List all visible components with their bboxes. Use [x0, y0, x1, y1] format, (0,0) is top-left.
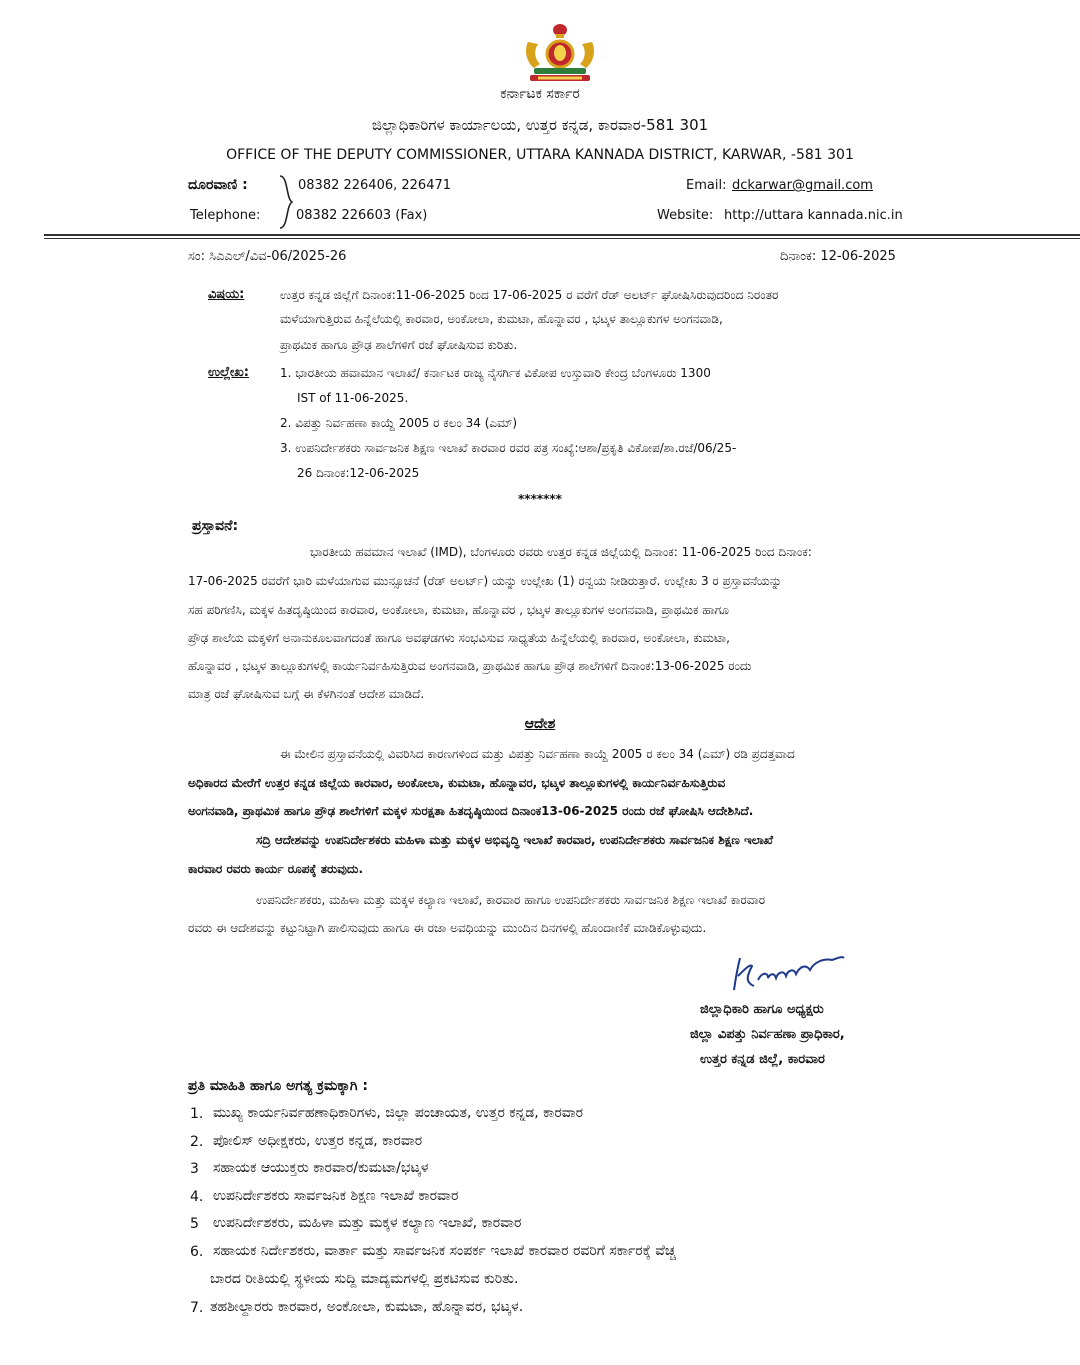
website-label: Website:: [657, 208, 714, 223]
website-link[interactable]: http://uttara kannada.nic.in: [724, 208, 903, 223]
list-item-text: ಪೋಲಿಸ್ ಅಧೀಕ್ಷಕರು, ಉತ್ತರ ಕನ್ನಡ, ಕಾರವಾರ: [213, 1133, 423, 1149]
list-item-text: ಸಹಾಯಕ ನಿರ್ದೇಶಕರು, ವಾರ್ತಾ ಮತ್ತು ಸಾರ್ವಜನಿಕ ಸಂಪರ್ಕ ಇಲಾಖೆ ಕಾರವಾರ ರವರಿಗೆ ಸರ್ಕಾರಕ್ಕೆ ವೆಚ್ಚ: [213, 1243, 676, 1259]
phone-label-kannada: ದೂರವಾಣಿ :: [188, 177, 248, 193]
list-item: [190, 1134, 203, 1150]
subject-line-3: ಪ್ರಾಥಮಿಕ ಹಾಗೂ ಪ್ರೌಢ ಶಾಲೆಗಳಿಗೆ ರಜೆ ಘೋಷಿಸುವ ಕುರಿತು.: [280, 338, 518, 352]
header-divider-thin: [44, 238, 1080, 239]
list-number: 7.: [190, 1300, 204, 1316]
government-title: ಕರ್ನಾಟಕ ಸರ್ಕಾರ: [500, 86, 580, 102]
reference-number: ಸಂ: ಸಿಎಎಲ್/ವಿವ-06/2025-26: [188, 249, 347, 264]
list-item-text: ಮುಖ್ಯ ಕಾರ್ಯನಿರ್ವಹಣಾಧಿಕಾರಿಗಳು, ಜಿಲ್ಲಾ ಪಂಚಾಯತ, ಉತ್ತರ ಕನ್ನಡ, ಕಾರವಾರ: [213, 1105, 584, 1121]
reference-item-1: 1. ಭಾರತೀಯ ಹವಾಮಾನ ಇಲಾಖೆ/ ಕರ್ನಾಟಕ ರಾಜ್ಯ ನೈಸರ್ಗಿಕ ವಿಕೋಪ ಉಸ್ತುವಾರಿ ಕೇಂದ್ರ ಬೆಂಗಳೂರು 1300: [280, 366, 711, 380]
preamble-line-6: ಮಾತ್ರ ರಜೆ ಘೋಷಿಸುವ ಬಗ್ಗೆ ಈ ಕೆಳಗಿನಂತೆ ಆದೇಶ ಮಾಡಿದೆ.: [188, 687, 425, 701]
list-number: 5: [190, 1216, 199, 1232]
subject-line-1: ಉತ್ತರ ಕನ್ನಡ ಜಿಲ್ಲೆಗೆ ದಿನಾಂಕ:11-06-2025 ರಿಂದ 17-06-2025 ರ ವರೆಗೆ ರೆಡ್ ಅಲರ್ಟ್ ಘೋಷಿಸಿರುವುದರಿಂದ ನಿರಂತರ: [280, 288, 779, 302]
fax-number: 08382 226603 (Fax): [296, 208, 428, 223]
list-item: [190, 1300, 203, 1316]
signatory-title-1: ಜಿಲ್ಲಾಧಿಕಾರಿ ಹಾಗೂ ಅಧ್ಯಕ್ಷರು: [700, 1002, 824, 1017]
preamble-line-4: ಪ್ರೌಢ ಶಾಲೆಯ ಮಕ್ಕಳಿಗೆ ಅನಾನುಕೂಲವಾಗದಂತೆ ಹಾಗೂ ಅವಘಡಗಳು ಸಂಭವಿಸುವ ಸಾಧ್ಯತೆಯ ಹಿನ್ನೆಲೆಯಲ್ಲಿ ಕಾರವಾರ, ಅಂಕೋಲಾ, ಕುಮಟಾ,: [188, 631, 730, 645]
order-para3-line-2: ರವರು ಈ ಆದೇಶವನ್ನು ಕಟ್ಟುನಿಟ್ಟಾಗಿ ಪಾಲಿಸುವುದು ಹಾಗೂ ಈ ರಜಾ ಅವಧಿಯನ್ನು ಮುಂದಿನ ದಿನಗಳಲ್ಲಿ ಹೊಂದಾಣಿಕೆ ಮಾಡಿಕೊಳ್ಳುವುದು.: [188, 921, 707, 935]
order-para2-line-1: ಸದ್ರಿ ಆದೇಶವನ್ನು ಉಪನಿರ್ದೇಶಕರು ಮಹಿಳಾ ಮತ್ತು ಮಕ್ಕಳ ಅಭಿವೃದ್ಧಿ ಇಲಾಖೆ ಕಾರವಾರ, ಉಪನಿರ್ದೇಶಕರು ಸಾರ್ವಜನಿಕ ಶಿಕ್ಷಣ ಇಲಾಖೆ: [256, 833, 774, 847]
list-item: [190, 1161, 199, 1177]
brace-icon: [276, 174, 296, 234]
office-title-english: OFFICE OF THE DEPUTY COMMISSIONER, UTTARA KANNADA DISTRICT, KARWAR, -581 301: [226, 147, 854, 163]
karnataka-emblem: [520, 22, 600, 84]
order-para1-line-2: ಅಧಿಕಾರದ ಮೇರೆಗೆ ಉತ್ತರ ಕನ್ನಡ ಜಿಲ್ಲೆಯ ಕಾರವಾರ, ಅಂಕೋಲಾ, ಕುಮಟಾ, ಹೊನ್ನಾವರ, ಭಟ್ಕಳ ತಾಲ್ಲೂಕುಗಳಲ್ಲಿ ಕಾರ್ಯನಿರ್ವಹಿಸುತ್ತಿರುವ: [188, 776, 726, 790]
reference-item-2: 2. ವಿಪತ್ತು ನಿರ್ವಹಣಾ ಕಾಯ್ದೆ 2005 ರ ಕಲಂ 34 (ಎಮ್): [280, 416, 518, 430]
list-item: [190, 1244, 203, 1260]
email-label: Email:: [686, 178, 727, 193]
subject-line-2: ಮಳೆಯಾಗುತ್ತಿರುವ ಹಿನ್ನೆಲೆಯಲ್ಲಿ ಕಾರವಾರ, ಅಂಕೋಲಾ, ಕುಮಟಾ, ಹೊನ್ನಾವರ , ಭಟ್ಕಳ ತಾಲ್ಲೂಕುಗಳ ಅಂಗನವಾಡಿ,: [280, 312, 723, 326]
copy-to-heading: ಪ್ರತಿ ಮಾಹಿತಿ ಹಾಗೂ ಅಗತ್ಯ ಕ್ರಮಕ್ಕಾಗಿ :: [188, 1078, 369, 1094]
preamble-heading: ಪ್ರಸ್ತಾವನೆ:: [192, 518, 239, 534]
header-divider: [44, 234, 1080, 236]
reference-item-3: 3. ಉಪನಿರ್ದೇಶಕರು ಸಾರ್ವಜನಿಕ ಶಿಕ್ಷಣ ಇಲಾಖೆ ಕಾರವಾರ ರವರ ಪತ್ರ ಸಂಖ್ಯೆ:ಆಶಾ/ಪ್ರಕೃತಿ ವಿಕೋಪ/ಶಾ.ರಜೆ/06/25-: [280, 441, 737, 455]
office-title-kannada: ಜಿಲ್ಲಾಧಿಕಾರಿಗಳ ಕಾರ್ಯಾಲಯ, ಉತ್ತರ ಕನ್ನಡ, ಕಾರವಾರ-581 301: [371, 116, 709, 134]
section-separator: *******: [518, 492, 562, 506]
list-item-text: ತಹಶೀಲ್ದಾರರು ಕಾರವಾರ, ಅಂಕೋಲಾ, ಕುಮಟಾ, ಹೊನ್ನಾವರ, ಭಟ್ಕಳ.: [210, 1299, 524, 1315]
handwritten-signature: [728, 946, 848, 1000]
preamble-line-3: ಸಹ ಪರಿಗಣಿಸಿ, ಮಕ್ಕಳ ಹಿತದೃಷ್ಠಿಯಿಂದ ಕಾರವಾರ, ಅಂಕೋಲಾ, ಕುಮಟಾ, ಹೊನ್ನಾವರ , ಭಟ್ಕಳ ತಾಲ್ಲೂಕುಗಳ ಅಂಗನವಾಡಿ, ಪ್ರಾಥಮಿಕ ಹಾಗೂ: [188, 603, 729, 617]
list-number: 4.: [190, 1189, 204, 1205]
reference-item-3-cont: 26 ದಿನಾಂಕ:12-06-2025: [297, 466, 420, 480]
preamble-line-2: 17-06-2025 ರವರೆಗೆ ಭಾರಿ ಮಳೆಯಾಗುವ ಮುನ್ಸೂಚನೆ (ರೆಡ್ ಅಲರ್ಟ್) ಯನ್ನು ಉಲ್ಲೇಖ (1) ರನ್ವಯ ನೀಡಿರುತ್ತಾರೆ. ಉಲ್ಲೇಖ 3 ರ ಪ್ರಸ್ತಾವನೆಯನ್ನು: [188, 574, 782, 588]
order-para1-line-1: ಈ ಮೇಲಿನ ಪ್ರಸ್ತಾವನೆಯಲ್ಲಿ ವಿವರಿಸಿದ ಕಾರಣಗಳಿಂದ ಮತ್ತು ವಿಪತ್ತು ನಿರ್ವಹಣಾ ಕಾಯ್ದೆ 2005 ರ ಕಲಂ 34 (ಎಮ್) ರಡಿ ಪ್ರದತ್ತವಾದ: [280, 747, 795, 761]
order-para2-line-2: ಕಾರವಾರ ರವರು ಕಾರ್ಯ ರೂಪಕ್ಕೆ ತರುವುದು.: [188, 862, 364, 876]
list-number: 1.: [190, 1106, 204, 1122]
list-item: [190, 1106, 203, 1122]
email-link[interactable]: dckarwar@gmail.com: [732, 178, 873, 193]
list-number: 3: [190, 1161, 199, 1177]
list-item-text: ಸಹಾಯಕ ಆಯುಕ್ತರು ಕಾರವಾರ/ಕುಮಟಾ/ಭಟ್ಕಳ: [213, 1160, 429, 1176]
list-number: 2.: [190, 1134, 204, 1150]
list-item-text: ಉಪನಿರ್ದೇಶಕರು, ಮಹಿಳಾ ಮತ್ತು ಮಕ್ಕಳ ಕಲ್ಯಾಣ ಇಲಾಖೆ, ಕಾರವಾರ: [213, 1215, 522, 1231]
order-heading: ಆದೇಶ: [524, 716, 556, 732]
reference-item-1-cont: IST of 11-06-2025.: [297, 391, 409, 405]
list-item: [190, 1189, 203, 1205]
order-para1-line-3: ಅಂಗನವಾಡಿ, ಪ್ರಾಥಮಿಕ ಹಾಗೂ ಪ್ರೌಢ ಶಾಲೆಗಳಿಗೆ ಮಕ್ಕಳ ಸುರಕ್ಷತಾ ಹಿತದೃಷ್ಠಿಯಿಂದ ದಿನಾಂಕ13-06-2025 ರಂದು ರಜೆ ಘೋಷಿಸಿ ಆದೇಶಿಸಿದೆ.: [188, 804, 754, 818]
preamble-line-1: ಭಾರತೀಯ ಹವಮಾನ ಇಲಾಖೆ (IMD), ಬೆಂಗಳೂರು ರವರು ಉತ್ತರ ಕನ್ನಡ ಜಿಲ್ಲೆಯಲ್ಲಿ ದಿನಾಂಕ: 11-06-2025 ರಿಂದ ದಿನಾಂಕ:: [310, 545, 812, 559]
phone-numbers: 08382 226406, 226471: [298, 178, 452, 193]
list-item: [190, 1216, 199, 1232]
subject-label: ವಿಷಯ:: [208, 287, 245, 302]
list-number: 6.: [190, 1244, 204, 1260]
list-item-text-cont: ಬಾರದ ರೀತಿಯಲ್ಲಿ ಸ್ಥಳೀಯ ಸುದ್ದಿ ಮಾದ್ಯಮಗಳಲ್ಲಿ ಪ್ರಕಟಿಸುವ ಕುರಿತು.: [210, 1271, 519, 1287]
signatory-title-2: ಜಿಲ್ಲಾ ವಿಪತ್ತು ನಿರ್ವಹಣಾ ಪ್ರಾಧಿಕಾರ,: [690, 1027, 845, 1042]
list-item-text: ಉಪನಿರ್ದೇಶಕರು ಸಾರ್ವಜನಿಕ ಶಿಕ್ಷಣ ಇಲಾಖೆ ಕಾರವಾರ: [213, 1188, 459, 1204]
reference-label: ಉಲ್ಲೇಖ:: [208, 365, 249, 380]
preamble-line-5: ಹೊನ್ನಾವರ , ಭಟ್ಕಳ ತಾಲ್ಲೂಕುಗಳಲ್ಲಿ ಕಾರ್ಯನಿರ್ವಹಿಸುತ್ತಿರುವ ಅಂಗನವಾಡಿ, ಪ್ರಾಥಮಿಕ ಹಾಗೂ ಪ್ರೌಢ ಶಾಲೆಗಳಿಗೆ ದಿನಾಂಕ:13-06-2025 ರಂದು: [188, 659, 752, 673]
letter-date: ದಿನಾಂಕ: 12-06-2025: [780, 249, 896, 264]
phone-label-english: Telephone:: [190, 208, 261, 223]
signatory-title-3: ಉತ್ತರ ಕನ್ನಡ ಜಿಲ್ಲೆ, ಕಾರವಾರ: [700, 1052, 825, 1067]
order-para3-line-1: ಉಪನಿರ್ದೇಶಕರು, ಮಹಿಳಾ ಮತ್ತು ಮಕ್ಕಳ ಕಲ್ಯಾಣ ಇಲಾಖೆ, ಕಾರವಾರ ಹಾಗೂ ಉಪನಿರ್ದೇಶಕರು ಸಾರ್ವಜನಿಕ ಶಿಕ್ಷಣ ಇಲಾಖೆ ಕಾರವಾರ: [256, 893, 766, 907]
